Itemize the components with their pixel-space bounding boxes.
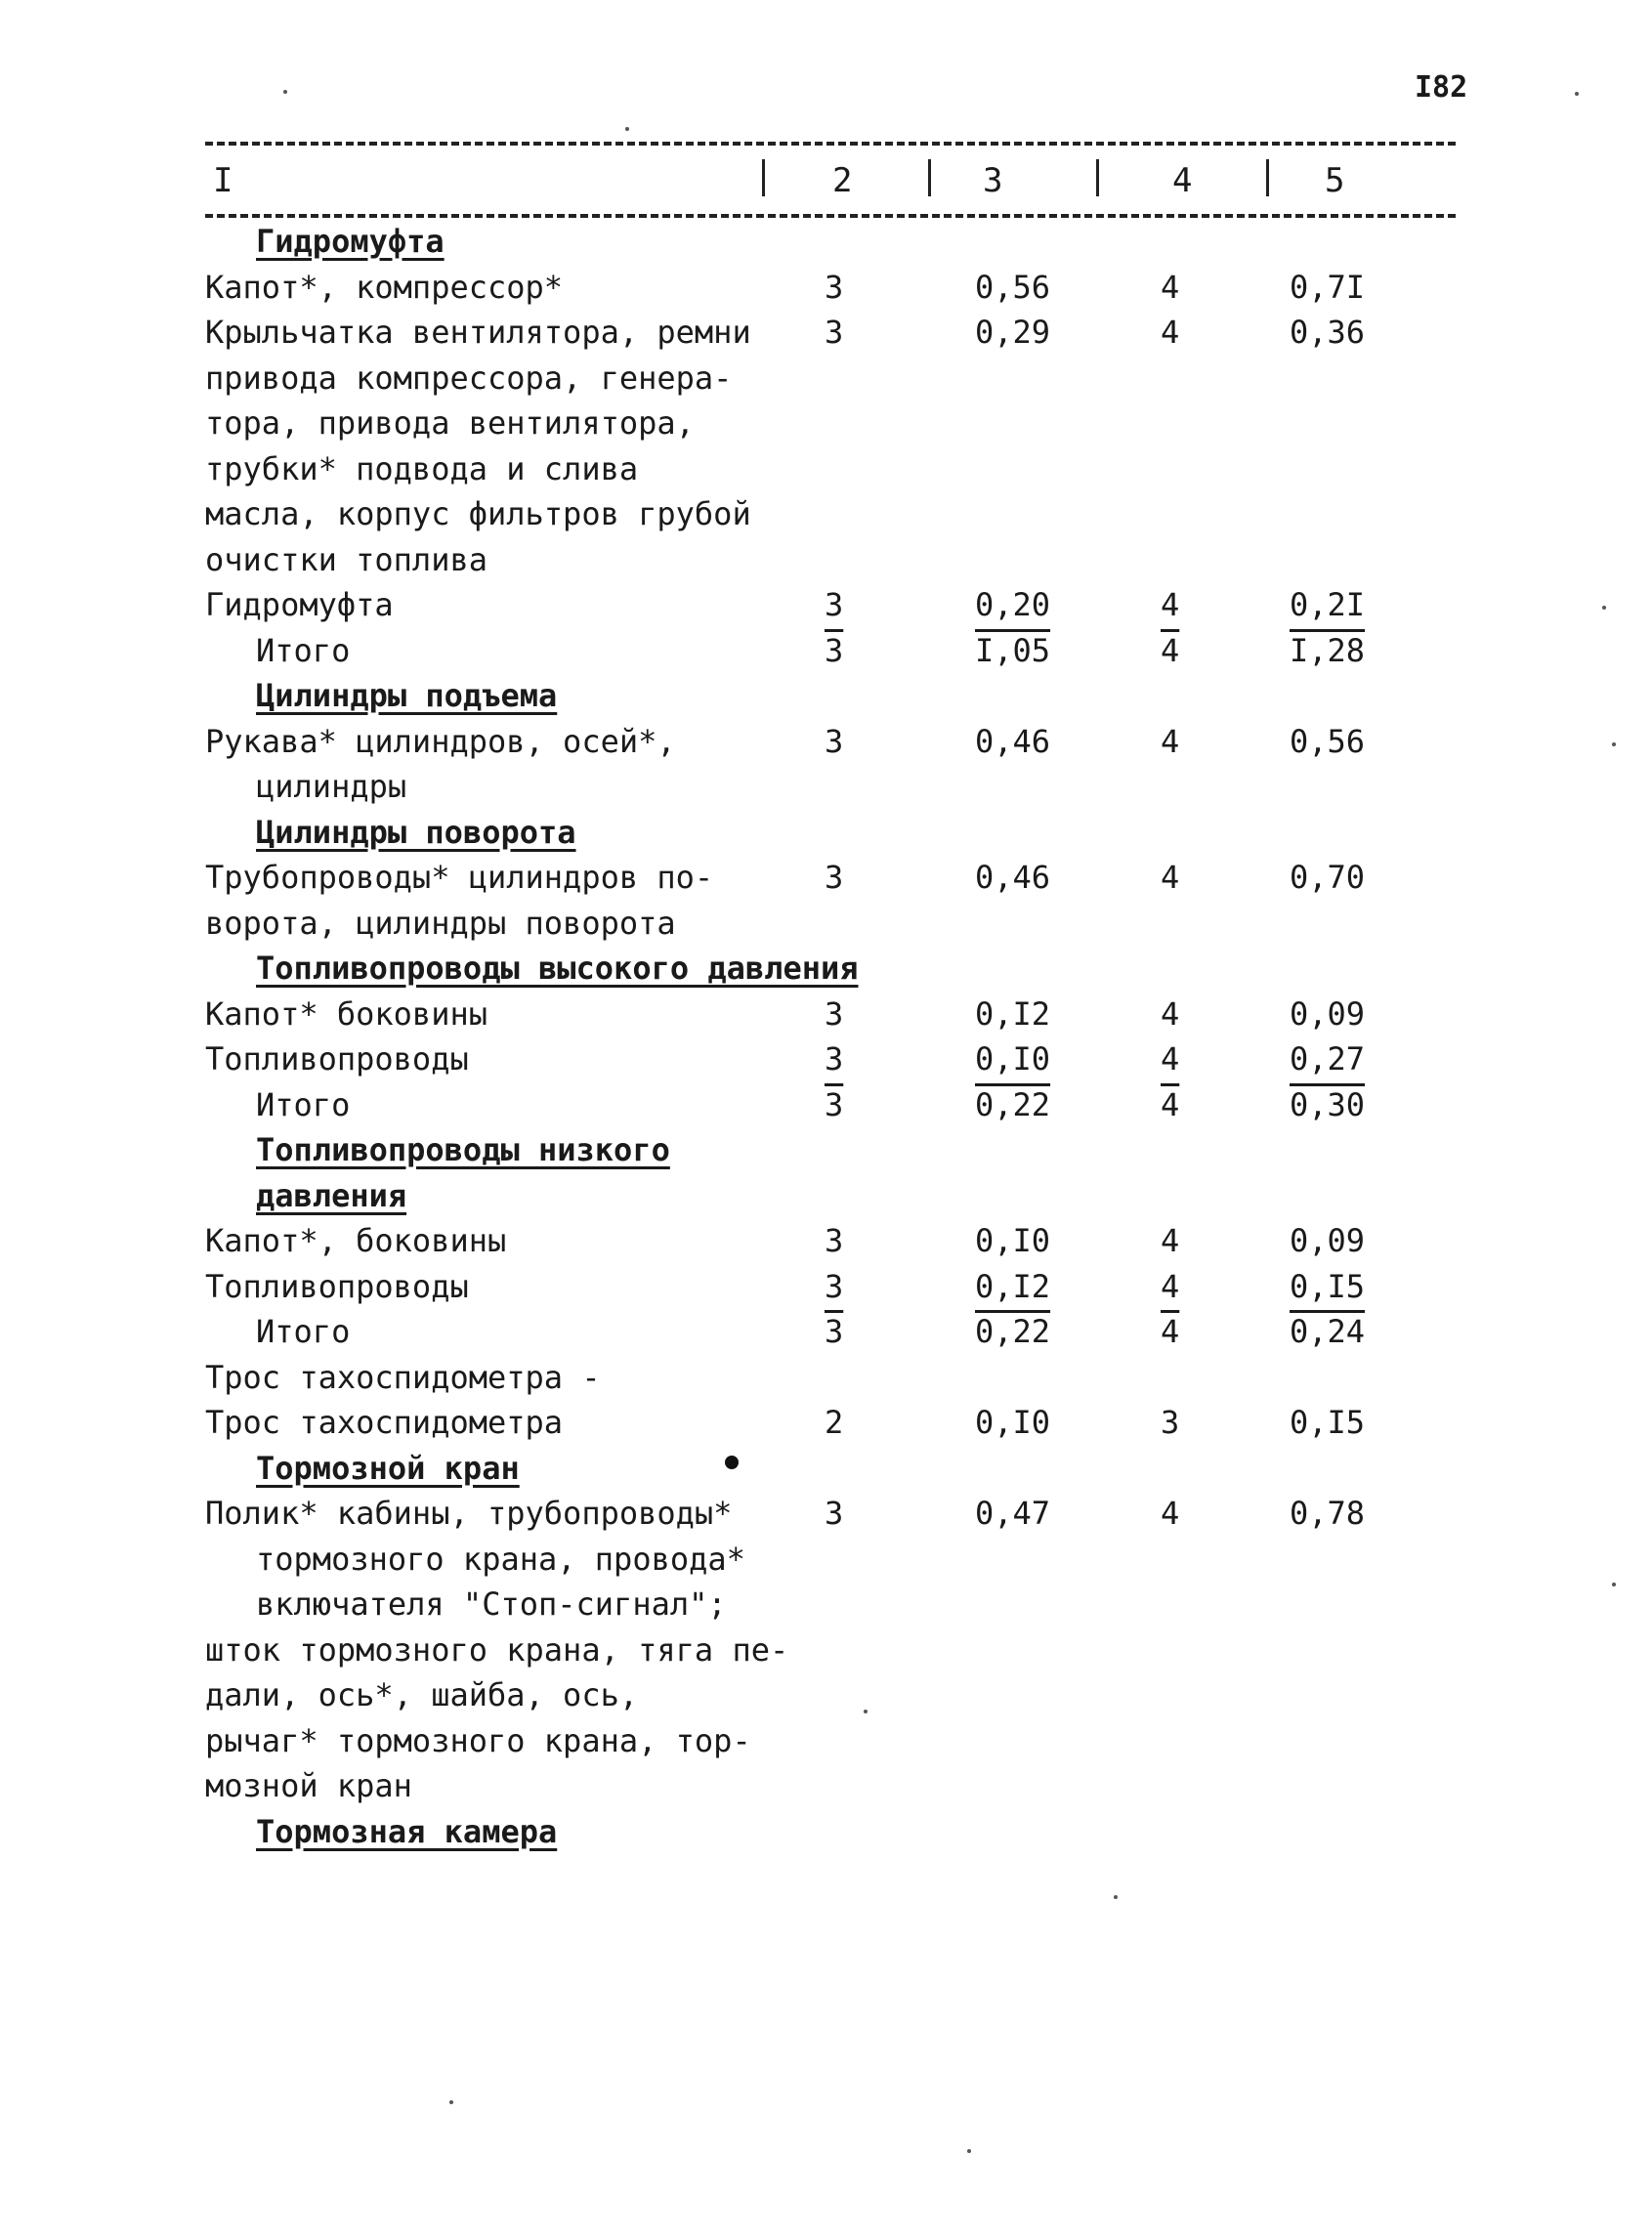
cell-c4: 4 [1161, 1085, 1180, 1123]
row-label: Тормозной кран [256, 1449, 520, 1487]
cell-c5: 0,78 [1290, 1495, 1366, 1532]
cell-c5: I,28 [1290, 631, 1366, 669]
column-header-2: 2 [832, 161, 853, 200]
table-row [0, 359, 1652, 404]
row-label: Топливопроводы высокого давления [256, 950, 859, 987]
scan-speck [1114, 1895, 1118, 1899]
row-label: Итого [256, 1085, 351, 1123]
row-label: Топливопроводы [205, 1267, 469, 1305]
column-separator [1096, 159, 1099, 196]
row-label: привода компрессора, генера- [205, 359, 733, 397]
column-separator [928, 159, 931, 196]
section-heading [0, 677, 1652, 722]
cell-c5: 0,24 [1290, 1313, 1366, 1350]
table-row [0, 1222, 1652, 1267]
cell-c5: 0,27 [1290, 1040, 1366, 1078]
table-row [0, 905, 1652, 950]
row-label: Гидромуфта [205, 586, 394, 623]
row-label: Рукава* цилиндров, осей*, [205, 722, 676, 760]
cell-c3: 0,47 [975, 1495, 1051, 1532]
cell-c2: 3 [825, 994, 844, 1033]
table-row [0, 1722, 1652, 1767]
scan-speck [1612, 742, 1616, 746]
table-row [0, 1676, 1652, 1721]
cell-c3: 0,I0 [975, 1222, 1051, 1259]
scan-speck [283, 90, 287, 94]
table-row [0, 1268, 1652, 1313]
column-header-3: 3 [983, 161, 1003, 200]
cell-c3: 0,22 [975, 1085, 1051, 1123]
scan-speck [864, 1710, 868, 1713]
cell-c4: 4 [1161, 314, 1180, 351]
cell-c4: 4 [1161, 1267, 1180, 1305]
table-row [0, 450, 1652, 495]
section-heading [0, 1450, 1652, 1495]
table-row [0, 1631, 1652, 1676]
section-heading [0, 1177, 1652, 1222]
row-label: Трос тахоспидометра [205, 1404, 564, 1441]
scan-speck [725, 1456, 739, 1469]
cell-c5: 0,2I [1290, 586, 1366, 623]
section-heading [0, 223, 1652, 268]
row-label: дали, ось*, шайба, ось, [205, 1676, 639, 1713]
cell-c5: 0,7I [1290, 268, 1366, 306]
cell-c2: 3 [825, 631, 844, 669]
row-label: масла, корпус фильтров грубой [205, 495, 751, 532]
section-heading [0, 950, 1652, 994]
row-label: Крыльчатка вентилятора, ремни [205, 314, 751, 351]
column-header-4: 4 [1172, 161, 1193, 200]
table-row [0, 495, 1652, 540]
row-label: трубки* подвода и слива [205, 449, 639, 487]
cell-c3: 0,56 [975, 268, 1051, 306]
row-label: Цилиндры поворота [256, 813, 576, 851]
scan-speck [1612, 1583, 1616, 1586]
scan-speck [967, 2149, 971, 2153]
cell-c2: 3 [825, 314, 844, 351]
table-row [0, 269, 1652, 314]
row-label: Топливопроводы низкого [256, 1131, 670, 1168]
table-row [0, 859, 1652, 904]
row-label: тормозного крана, провода* [256, 1540, 745, 1578]
cell-c3: 0,I2 [975, 1267, 1051, 1305]
table-row [0, 586, 1652, 631]
cell-c4: 3 [1161, 1404, 1180, 1441]
cell-c3: 0,I0 [975, 1040, 1051, 1078]
cell-c3: I,05 [975, 631, 1051, 669]
cell-c5: 0,09 [1290, 994, 1366, 1033]
cell-c5: 0,70 [1290, 859, 1366, 896]
cell-c4: 4 [1161, 631, 1180, 669]
row-label: Капот*, компрессор* [205, 268, 564, 306]
cell-c2: 3 [825, 1040, 844, 1078]
cell-c2: 3 [825, 1267, 844, 1305]
cell-c4: 4 [1161, 1495, 1180, 1532]
table-row [0, 314, 1652, 359]
cell-c5: 0,56 [1290, 722, 1366, 760]
table-row [0, 995, 1652, 1040]
cell-c2: 3 [825, 722, 844, 760]
table-row [0, 1359, 1652, 1404]
page-number: I82 [1415, 70, 1468, 105]
scan-speck [1602, 606, 1606, 610]
cell-c2: 3 [825, 586, 844, 623]
cell-c2: 2 [825, 1404, 844, 1441]
section-heading [0, 814, 1652, 859]
cell-c4: 4 [1161, 1313, 1180, 1350]
row-label: Итого [256, 631, 351, 669]
cell-c3: 0,29 [975, 314, 1051, 351]
cell-c2: 3 [825, 859, 844, 896]
total-row [0, 1086, 1652, 1131]
section-heading [0, 1813, 1652, 1858]
table-row [0, 404, 1652, 449]
cell-c3: 0,I2 [975, 994, 1051, 1033]
table-row [0, 1541, 1652, 1585]
cell-c4: 4 [1161, 859, 1180, 896]
table-row [0, 1040, 1652, 1085]
row-label: включателя "Стоп-сигнал"; [256, 1585, 727, 1623]
cell-c2: 3 [825, 1085, 844, 1123]
table-row [0, 1495, 1652, 1540]
table-header [205, 142, 1456, 218]
cell-c4: 4 [1161, 1222, 1180, 1259]
row-label: Полик* кабины, трубопроводы* [205, 1495, 733, 1532]
cell-c5: 0,36 [1290, 314, 1366, 351]
row-label: ворота, цилиндры поворота [205, 904, 676, 942]
row-label: давления [256, 1176, 407, 1214]
cell-c4: 4 [1161, 268, 1180, 306]
table-row [0, 1585, 1652, 1630]
column-header-5: 5 [1325, 161, 1345, 200]
row-label: тора, привода вентилятора, [205, 404, 695, 442]
row-label: Капот* боковины [205, 994, 487, 1033]
table-row [0, 541, 1652, 586]
row-label: шток тормозного крана, тяга пе- [205, 1630, 789, 1669]
cell-c2: 3 [825, 1313, 844, 1350]
row-label: рычаг* тормозного крана, тор- [205, 1721, 751, 1759]
cell-c3: 0,22 [975, 1313, 1051, 1350]
table-row [0, 1767, 1652, 1812]
cell-c4: 4 [1161, 722, 1180, 760]
cell-c3: 0,I0 [975, 1404, 1051, 1441]
total-row [0, 1313, 1652, 1358]
row-label: Гидромуфта [256, 223, 445, 260]
row-label: очистки топлива [205, 540, 487, 578]
cell-c4: 4 [1161, 1040, 1180, 1078]
row-label: Тормозная камера [256, 1812, 558, 1850]
cell-c5: 0,I5 [1290, 1267, 1366, 1305]
cell-c3: 0,20 [975, 586, 1051, 623]
column-separator [762, 159, 765, 196]
cell-c2: 3 [825, 1222, 844, 1259]
section-heading [0, 1131, 1652, 1176]
scan-speck [625, 127, 629, 131]
row-label: Трубопроводы* цилиндров по- [205, 859, 714, 896]
cell-c3: 0,46 [975, 859, 1051, 896]
row-label: цилиндры [256, 768, 407, 805]
row-label: Капот*, боковины [205, 1222, 507, 1259]
cell-c5: 0,30 [1290, 1085, 1366, 1123]
row-label: мозной кран [205, 1767, 412, 1804]
row-label: Топливопроводы [205, 1040, 469, 1078]
cell-c2: 3 [825, 1495, 844, 1532]
row-label: Итого [256, 1313, 351, 1350]
cell-c5: 0,09 [1290, 1222, 1366, 1259]
row-label: Цилиндры подъема [256, 677, 558, 714]
cell-c5: 0,I5 [1290, 1404, 1366, 1441]
cell-c2: 3 [825, 268, 844, 306]
scan-speck [449, 2100, 453, 2104]
cell-c3: 0,46 [975, 722, 1051, 760]
cell-c4: 4 [1161, 994, 1180, 1033]
column-header-1: I [213, 161, 233, 200]
table-row [0, 1404, 1652, 1449]
scan-speck [1575, 92, 1579, 96]
row-label: Трос тахоспидометра - [205, 1358, 601, 1396]
total-row [0, 632, 1652, 677]
table-row [0, 768, 1652, 813]
column-separator [1266, 159, 1269, 196]
cell-c4: 4 [1161, 586, 1180, 623]
table-row [0, 723, 1652, 768]
